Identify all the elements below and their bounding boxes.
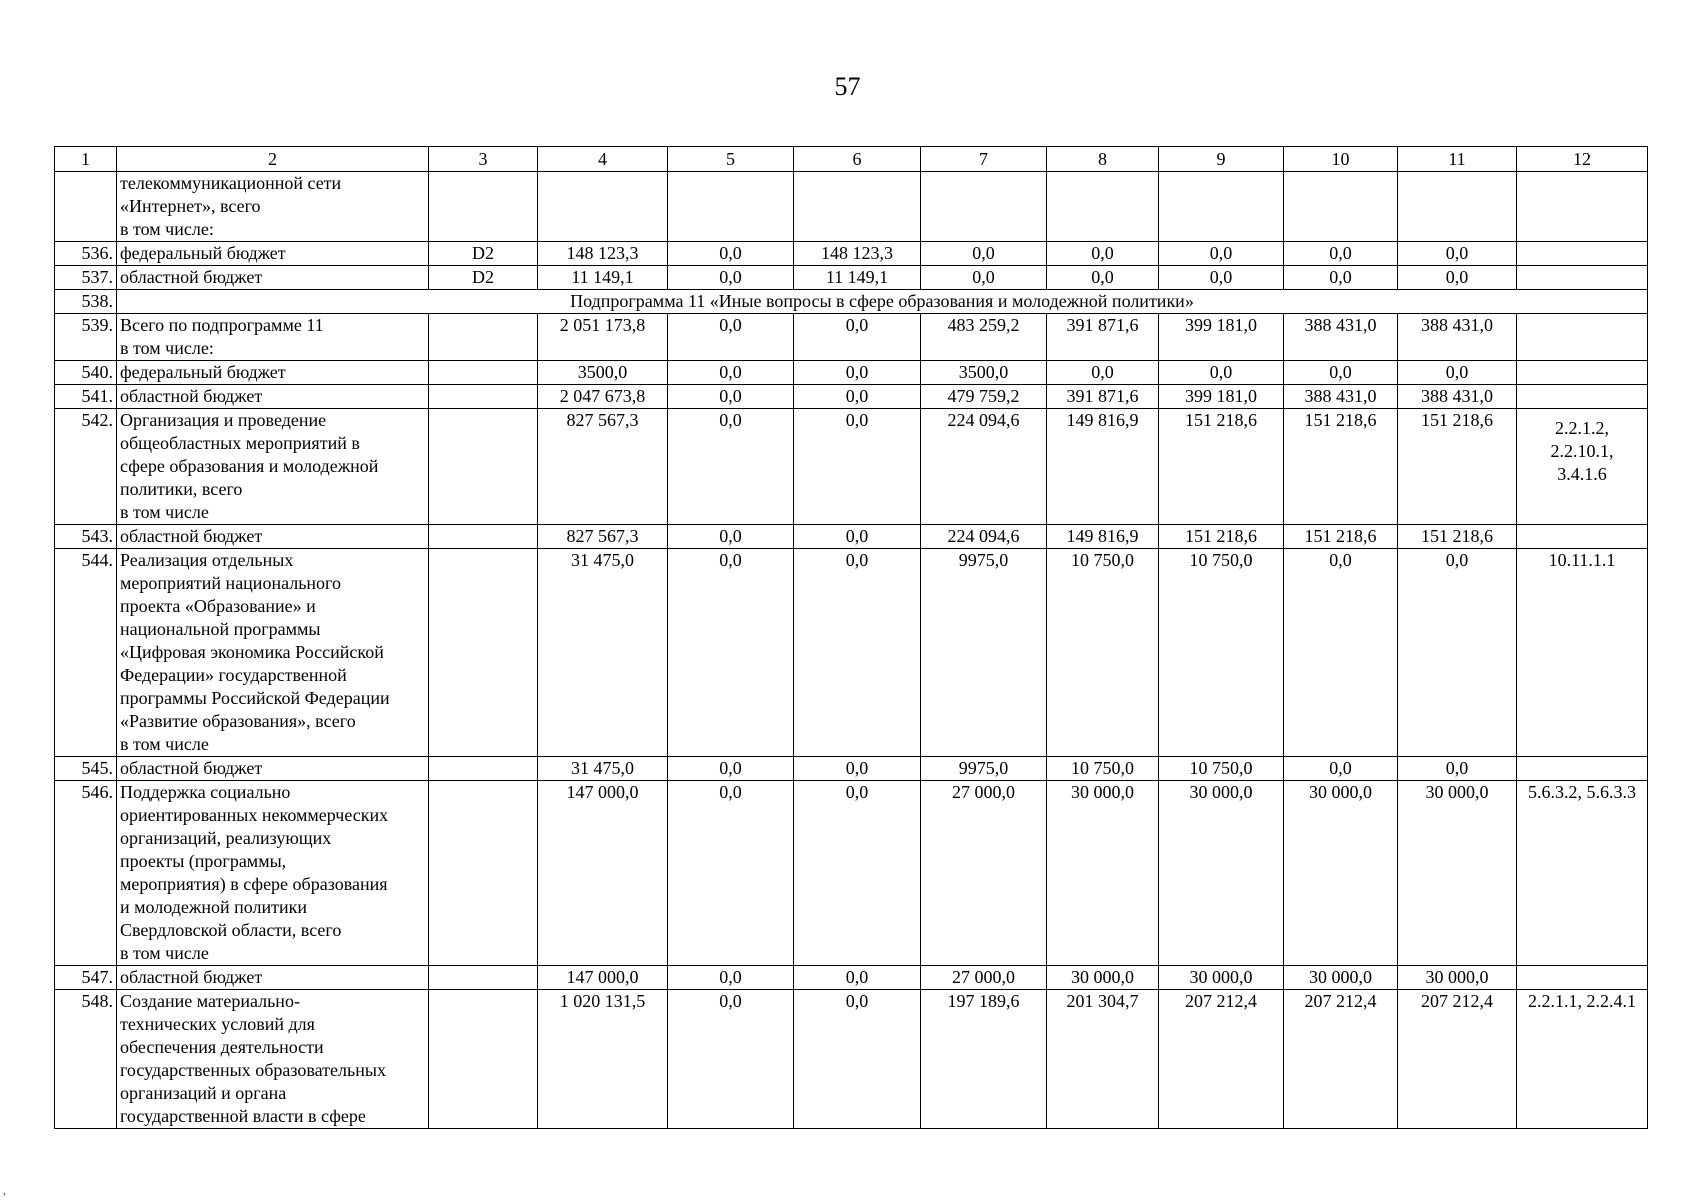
amount-cell: 0,0 [668,966,794,990]
amount-cell: 0,0 [794,409,921,525]
amount-cell: 0,0 [668,242,794,266]
row-name: Организация и проведение общеобластных мероприятий в сфере образования и молодежной политики, всего в том числе [117,409,429,525]
column-header: 4 [538,147,668,172]
amount-cell: 151 218,6 [1284,525,1398,549]
row-number: 548. [55,990,117,1129]
row-number: 547. [55,966,117,990]
amount-cell: 827 567,3 [538,409,668,525]
row-name: Создание материально- технических условий для обеспечения деятельности государственных образовательных организаций и органа государственной власти в сфере [117,990,429,1129]
amount-cell: 388 431,0 [1398,314,1517,361]
amount-cell: 483 259,2 [921,314,1047,361]
amount-cell: 151 218,6 [1159,525,1284,549]
amount-cell: 0,0 [1159,361,1284,385]
column-header: 1 [55,147,117,172]
amount-cell: 0,0 [1284,266,1398,290]
amount-cell: 30 000,0 [1159,781,1284,966]
row-number: 541. [55,385,117,409]
amount-cell: 0,0 [1398,757,1517,781]
row-name: областной бюджет [117,966,429,990]
amount-cell: 30 000,0 [1284,966,1398,990]
amount-cell: 30 000,0 [1047,966,1159,990]
row-number: 540. [55,361,117,385]
amount-cell: 151 218,6 [1284,409,1398,525]
column-header: 11 [1398,147,1517,172]
amount-cell: 0,0 [1398,266,1517,290]
column-header: 12 [1517,147,1648,172]
amount-cell: 0,0 [668,385,794,409]
amount-cell: 0,0 [794,966,921,990]
row-code: D2 [429,242,538,266]
amount-cell: 30 000,0 [1284,781,1398,966]
target-indicator-ref: 2.2.1.2, 2.2.10.1, 3.4.1.6 [1517,409,1648,525]
amount-cell: 3500,0 [921,361,1047,385]
table-row [55,781,1648,966]
amount-cell: 148 123,3 [794,242,921,266]
amount-cell [538,172,668,242]
table-row [55,361,1648,385]
table-row [55,290,1648,314]
table-row [55,314,1648,361]
table-row [55,242,1648,266]
amount-cell: 30 000,0 [1398,781,1517,966]
amount-cell: 11 149,1 [794,266,921,290]
row-name: Поддержка социально ориентированных некоммерческих организаций, реализующих проекты (программы, мероприятия) в сфере образования и молодежной политики Свердловской области, всего в том числе [117,781,429,966]
amount-cell: 0,0 [794,385,921,409]
amount-cell: 1 020 131,5 [538,990,668,1129]
row-name: областной бюджет [117,757,429,781]
amount-cell: 31 475,0 [538,549,668,757]
amount-cell [668,172,794,242]
amount-cell: 10 750,0 [1159,549,1284,757]
amount-cell: 207 212,4 [1159,990,1284,1129]
amount-cell: 9975,0 [921,549,1047,757]
table-row [55,266,1648,290]
amount-cell [1398,172,1517,242]
amount-cell: 9975,0 [921,757,1047,781]
amount-cell: 0,0 [1284,361,1398,385]
amount-cell: 10 750,0 [1047,549,1159,757]
amount-cell: 30 000,0 [1398,966,1517,990]
amount-cell: 3500,0 [538,361,668,385]
amount-cell: 0,0 [1284,242,1398,266]
column-header: 5 [668,147,794,172]
amount-cell: 27 000,0 [921,966,1047,990]
amount-cell: 0,0 [1047,242,1159,266]
amount-cell [921,172,1047,242]
amount-cell: 27 000,0 [921,781,1047,966]
target-indicator-ref [1517,242,1648,266]
target-indicator-ref: 5.6.3.2, 5.6.3.3 [1517,781,1648,966]
amount-cell: 399 181,0 [1159,314,1284,361]
row-name: федеральный бюджет [117,242,429,266]
amount-cell [1047,172,1159,242]
row-number: 546. [55,781,117,966]
amount-cell: 0,0 [794,549,921,757]
amount-cell [794,172,921,242]
amount-cell: 151 218,6 [1398,525,1517,549]
amount-cell: 10 750,0 [1047,757,1159,781]
amount-cell: 147 000,0 [538,781,668,966]
amount-cell: 0,0 [1284,757,1398,781]
target-indicator-ref [1517,757,1648,781]
amount-cell: 30 000,0 [1047,781,1159,966]
row-number: 543. [55,525,117,549]
row-code [429,990,538,1129]
amount-cell: 388 431,0 [1398,385,1517,409]
target-indicator-ref [1517,966,1648,990]
table-row [55,525,1648,549]
target-indicator-ref [1517,172,1648,242]
scan-mark: , [3,1183,6,1197]
column-header: 3 [429,147,538,172]
amount-cell: 0,0 [1159,242,1284,266]
amount-cell: 149 816,9 [1047,525,1159,549]
row-number: 538. [55,290,117,314]
row-number: 537. [55,266,117,290]
table-row [55,549,1648,757]
row-code [429,314,538,361]
amount-cell: 151 218,6 [1398,409,1517,525]
column-header: 9 [1159,147,1284,172]
row-code [429,361,538,385]
column-header: 8 [1047,147,1159,172]
amount-cell: 0,0 [1047,361,1159,385]
row-code [429,409,538,525]
amount-cell: 0,0 [794,525,921,549]
amount-cell: 197 189,6 [921,990,1047,1129]
row-name: телекоммуникационной сети «Интернет», всего в том числе: [117,172,429,242]
amount-cell: 148 123,3 [538,242,668,266]
target-indicator-ref: 2.2.1.1, 2.2.4.1 [1517,990,1648,1129]
amount-cell: 0,0 [668,361,794,385]
row-name: федеральный бюджет [117,361,429,385]
amount-cell: 0,0 [1398,549,1517,757]
amount-cell: 201 304,7 [1047,990,1159,1129]
amount-cell: 2 047 673,8 [538,385,668,409]
header-row [55,147,1648,172]
row-name: Всего по подпрограмме 11 в том числе: [117,314,429,361]
row-name: областной бюджет [117,385,429,409]
amount-cell: 147 000,0 [538,966,668,990]
amount-cell: 0,0 [794,757,921,781]
amount-cell: 0,0 [1047,266,1159,290]
row-number: 544. [55,549,117,757]
amount-cell: 224 094,6 [921,525,1047,549]
target-indicator-ref [1517,361,1648,385]
target-indicator-ref [1517,525,1648,549]
row-code [429,757,538,781]
row-name: Реализация отдельных мероприятий национального проекта «Образование» и национальной программы «Цифровая экономика Российской Федерации» государственной программы Российской Федерации «Развитие образования», всего в том числе [117,549,429,757]
target-indicator-ref: 10.11.1.1 [1517,549,1648,757]
amount-cell: 30 000,0 [1159,966,1284,990]
amount-cell [1284,172,1398,242]
amount-cell: 0,0 [668,990,794,1129]
amount-cell: 0,0 [794,990,921,1129]
subprogram-title: Подпрограмма 11 «Иные вопросы в сфере образования и молодежной политики» [117,290,1648,314]
amount-cell: 0,0 [668,757,794,781]
amount-cell: 827 567,3 [538,525,668,549]
row-code [429,385,538,409]
target-indicator-ref [1517,385,1648,409]
amount-cell: 31 475,0 [538,757,668,781]
column-header: 7 [921,147,1047,172]
amount-cell: 391 871,6 [1047,385,1159,409]
amount-cell: 0,0 [668,266,794,290]
amount-cell: 0,0 [668,525,794,549]
target-indicator-ref [1517,314,1648,361]
target-indicator-ref [1517,266,1648,290]
row-number: 539. [55,314,117,361]
amount-cell: 0,0 [668,781,794,966]
row-code [429,966,538,990]
amount-cell: 391 871,6 [1047,314,1159,361]
table-row [55,172,1648,242]
amount-cell: 11 149,1 [538,266,668,290]
amount-cell: 207 212,4 [1284,990,1398,1129]
table-row [55,409,1648,525]
budget-table [54,146,1648,1129]
table-row [55,385,1648,409]
amount-cell: 479 759,2 [921,385,1047,409]
row-code: D2 [429,266,538,290]
table-row [55,966,1648,990]
column-header: 6 [794,147,921,172]
amount-cell: 207 212,4 [1398,990,1517,1129]
amount-cell: 388 431,0 [1284,385,1398,409]
column-header: 2 [117,147,429,172]
amount-cell: 151 218,6 [1159,409,1284,525]
row-code [429,172,538,242]
amount-cell: 0,0 [1398,361,1517,385]
amount-cell: 0,0 [794,781,921,966]
amount-cell: 0,0 [794,361,921,385]
row-name: областной бюджет [117,266,429,290]
amount-cell: 0,0 [668,409,794,525]
amount-cell: 0,0 [668,549,794,757]
column-header: 10 [1284,147,1398,172]
table-row [55,990,1648,1129]
row-code [429,549,538,757]
table-row [55,757,1648,781]
row-code [429,525,538,549]
page-number: 57 [834,72,861,101]
amount-cell: 2 051 173,8 [538,314,668,361]
amount-cell: 0,0 [1284,549,1398,757]
amount-cell: 224 094,6 [921,409,1047,525]
table-body [55,147,1648,1129]
amount-cell: 0,0 [1398,242,1517,266]
amount-cell: 149 816,9 [1047,409,1159,525]
amount-cell [1159,172,1284,242]
row-code [429,781,538,966]
amount-cell: 0,0 [1159,266,1284,290]
row-name: областной бюджет [117,525,429,549]
row-number: 542. [55,409,117,525]
amount-cell: 388 431,0 [1284,314,1398,361]
row-number: 545. [55,757,117,781]
amount-cell: 0,0 [921,242,1047,266]
amount-cell: 399 181,0 [1159,385,1284,409]
amount-cell: 10 750,0 [1159,757,1284,781]
row-number [55,172,117,242]
amount-cell: 0,0 [668,314,794,361]
row-number: 536. [55,242,117,266]
amount-cell: 0,0 [921,266,1047,290]
amount-cell: 0,0 [794,314,921,361]
